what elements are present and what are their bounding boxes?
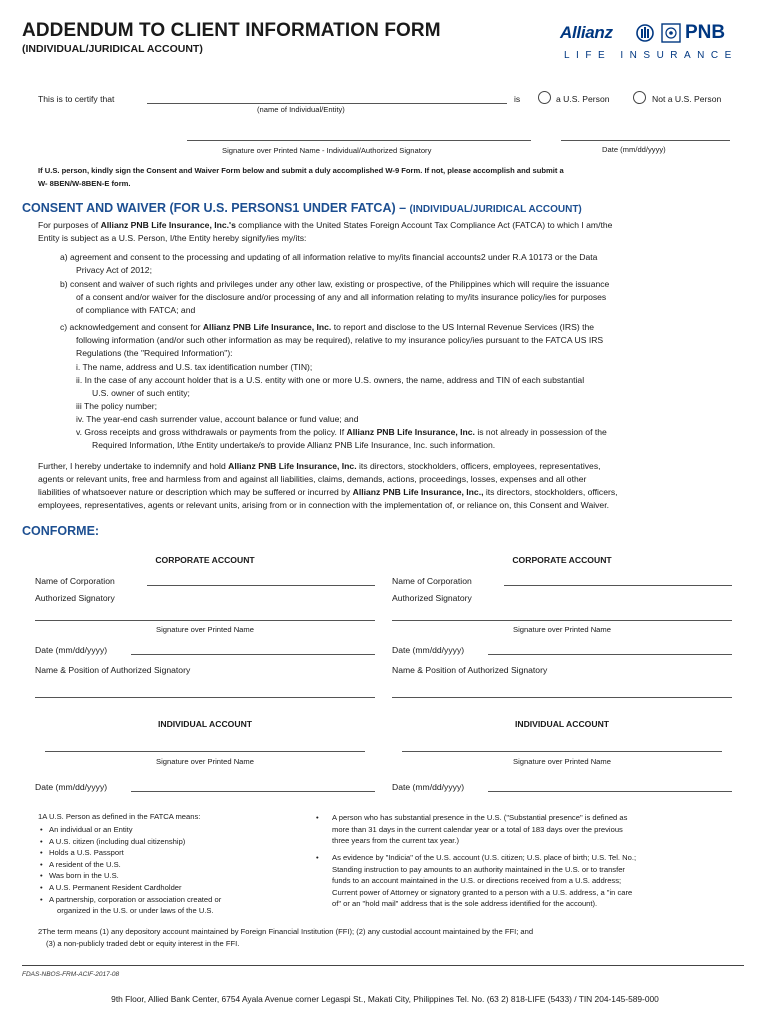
corporate-signature-caption-right: Signature over Printed Name [513, 625, 611, 634]
corporate-signature-field-left[interactable] [35, 620, 375, 621]
individual-date-field-right[interactable] [488, 791, 732, 792]
corporate-account-header-left: CORPORATE ACCOUNT [155, 555, 255, 565]
individual-account-header-right: INDIVIDUAL ACCOUNT [514, 719, 610, 729]
list-item: • A partnership, corporation or association created or [40, 894, 222, 904]
not-us-person-radio[interactable] [633, 91, 646, 104]
consent-item-b: b) consent and waiver of such rights and privileges under any other law, existing or prospective, of the Philippines which will require the issuance of a consent and/or waiver for the disclosure and/or processing of any and all information relating to my/its insurance policy/ies for purposes of compliance with FATCA; and [60, 279, 610, 315]
form-title: ADDENDUM TO CLIENT INFORMATION FORM [22, 20, 441, 41]
instruction-line-1: If U.S. person, kindly sign the Consent and Waiver Form below and submit a duly accomplished W-9 Form. If not, please accomplish and submit a [38, 166, 564, 175]
signature-field[interactable] [187, 140, 531, 141]
individual-entity-name-field[interactable] [147, 103, 507, 104]
authorized-signatory-label-right: Authorized Signatory [392, 593, 472, 603]
corporate-signature-field-right[interactable] [392, 620, 732, 621]
consent-intro: For purposes of Allianz PNB Life Insurance, Inc.'s compliance with the United States Foreign Account Tax Compliance Act (FATCA) to which I am/the Entity is subject as a U.S. Person, I/the Entity hereby signify/ies my/its: [38, 220, 613, 243]
logo-life-insurance-text: LIFE INSURANCE [564, 50, 738, 61]
list-item: • An individual or an Entity [40, 825, 133, 834]
footer-divider [22, 965, 744, 966]
us-person-label: a U.S. Person [556, 94, 610, 104]
name-field-caption: (name of Individual/Entity) [257, 105, 345, 114]
pnb-seal-icon [661, 23, 681, 43]
list-item: • A U.S. Permanent Resident Cardholder [40, 882, 182, 892]
required-info-iv: iv. The year-end cash surrender value, account balance or fund value; and [76, 414, 359, 424]
name-position-field-left[interactable] [35, 697, 375, 698]
is-label: is [514, 94, 521, 104]
individual-signature-caption-right: Signature over Printed Name [513, 757, 611, 766]
indicia-note: • As evidence by "Indicia" of the U.S. account (U.S. citizen; U.S. place of birth; U.S. Tel. No.; Standing instruction to pay amounts to an authority maintained in the U.S. or to transfer funds to an account maintained in the U.S. or directions received from a U.S. address; Current power of Attorney or signatory granted to a person with a U.S. address, a "in care of" or an "hold mail" address that is the sole address identified for the account). [316, 853, 637, 909]
list-item: • Holds a U.S. Passport [40, 848, 124, 858]
required-info-list: i. The name, address and U.S. tax identification number (TIN); ii. In the case of any account holder that is a U.S. entity with one or more U.S. owners, the name, address and TIN of each substantial U.S. owner of such entity; iii The policy number; iv. The year-end cash surrender value, account balance or fund value; and v. Gross receipts and gross withdrawals or payments from the policy. If Allianz PNB Life Insurance, Inc. is not already in possession of the Required Information, I/the Entity undertake/s to provide Allianz PNB Life Insurance, Inc. such information. [76, 361, 732, 452]
logo-allianz-text: Allianz [560, 23, 613, 42]
individual-date-field-left[interactable] [131, 791, 375, 792]
individual-signature-field-right[interactable] [402, 751, 722, 752]
required-info-i: i. The name, address and U.S. tax identification number (TIN); [76, 362, 313, 372]
consent-title: CONSENT AND WAIVER (FOR U.S. PERSONS1 UNDER FATCA) – (INDIVIDUAL/JURIDICAL ACCOUNT) [22, 201, 582, 215]
list-item: • A U.S. citizen (including dual citizenship) [40, 836, 186, 846]
footnote-2: 2The term means (1) any depository account maintained by Foreign Financial Institution (FFI); (2) any custodial account maintained by the FFI; and (3) a non-publicly traded debt or equity interest in the FFI. [38, 927, 534, 948]
corporate-date-field-left[interactable] [131, 654, 375, 655]
required-info-ii: ii. In the case of any account holder that is a U.S. entity with one or more U.S. owners, the name, address and TIN of each substantial [76, 375, 585, 385]
name-position-label-left: Name & Position of Authorized Signatory [35, 665, 191, 675]
individual-date-label-right: Date (mm/dd/yyyy) [392, 782, 465, 792]
name-of-corporation-label-left: Name of Corporation [35, 576, 115, 586]
signature-caption: Signature over Printed Name - Individual/Authorized Signatory [222, 146, 432, 155]
name-position-field-right[interactable] [392, 697, 732, 698]
individual-account-header-left: INDIVIDUAL ACCOUNT [157, 719, 253, 729]
individual-date-label-left: Date (mm/dd/yyyy) [35, 782, 108, 792]
footer-address: 9th Floor, Allied Bank Center, 6754 Ayala Avenue corner Legaspi St., Makati City, Philippines Tel. No. (63 2) 818-LIFE (5433) / TIN 204-145-589-000 [111, 994, 659, 1004]
individual-signature-caption-left: Signature over Printed Name [156, 757, 254, 766]
name-of-corporation-field-right[interactable] [504, 585, 732, 586]
corporate-signature-caption-left: Signature over Printed Name [156, 625, 254, 634]
us-person-criteria-list: • An individual or an Entity • A U.S. citizen (including dual citizenship) • Holds a U.S. Passport • A resident of the U.S. • Was born in the U.S. • A U.S. Permanent Resident Cardholder • A partnership, corporation or association created or organized in the U.S. or under laws of the U.S. [40, 824, 310, 917]
corporate-date-label-right: Date (mm/dd/yyyy) [392, 645, 465, 655]
name-of-corporation-field-left[interactable] [147, 585, 375, 586]
corporate-date-label-left: Date (mm/dd/yyyy) [35, 645, 108, 655]
substantial-presence-note: • A person who has substantial presence in the U.S. ("Substantial presence" is defined as more than 31 days in the current calendar year or a total of 183 days over the previous three years from the current tax year.) [316, 813, 628, 846]
allianz-eagle-icon [636, 24, 654, 42]
logo-pnb-text: PNB [685, 22, 726, 43]
name-position-label-right: Name & Position of Authorized Signatory [392, 665, 548, 675]
us-person-radio[interactable] [538, 91, 551, 104]
form-code: FDAS-NBOS-FRM-ACIF-2017-08 [22, 971, 120, 978]
list-item: • A resident of the U.S. [40, 859, 121, 869]
form-subtitle: (INDIVIDUAL/JURIDICAL ACCOUNT) [22, 43, 203, 55]
consent-item-c: c) acknowledgement and consent for Allianz PNB Life Insurance, Inc. to report and disclose to the US Internal Revenue Services (IRS) the following information (and/or such other information as may be required), relative to my insurance policy/ies pursuant to the FATCA US IRS Regulations (the "Required Information"): [60, 322, 604, 358]
required-info-iii: iii The policy number; [76, 401, 158, 411]
conforme-title: CONFORME: [22, 524, 100, 538]
name-of-corporation-label-right: Name of Corporation [392, 576, 472, 586]
date-caption: Date (mm/dd/yyyy) [602, 145, 666, 154]
list-item: • Was born in the U.S. [40, 871, 119, 881]
corporate-date-field-right[interactable] [488, 654, 732, 655]
corporate-account-header-right: CORPORATE ACCOUNT [512, 555, 612, 565]
individual-signature-field-left[interactable] [45, 751, 365, 752]
indemnity-paragraph: Further, I hereby undertake to indemnify and hold Allianz PNB Life Insurance, Inc. its directors, stockholders, officers, employees, representatives, agents or relevant units, free and harmless from and against all liabilities, claims, demands, actions, proceedings, losses, expenses and all other liabilities of whatsoever nature or description which may be suffered or incurred by Allianz PNB Life Insurance, Inc., its directors, stockholders, officers, employees, representatives, agents or relevant units, arising from or in connection with the implementation of, or reliance on, this Consent and Waiver. [38, 461, 618, 510]
not-us-person-label: Not a U.S. Person [652, 94, 722, 104]
authorized-signatory-label-left: Authorized Signatory [35, 593, 115, 603]
certify-label: This is to certify that [38, 94, 115, 104]
required-info-v: v. Gross receipts and gross withdrawals or payments from the policy. If Allianz PNB Life Insurance, Inc. is not already in possession of the [76, 427, 607, 437]
company-logo [560, 20, 750, 66]
date-field[interactable] [561, 140, 730, 141]
instruction-line-2: W- 8BEN/W-8BEN-E form. [38, 179, 131, 188]
consent-item-a: a) agreement and consent to the processing and updating of all information relative to my/its financial accounts2 under R.A 10173 or the Data Privacy Act of 2012; [60, 252, 598, 275]
footnote-1-title: 1A U.S. Person as defined in the FATCA means: [38, 812, 201, 821]
